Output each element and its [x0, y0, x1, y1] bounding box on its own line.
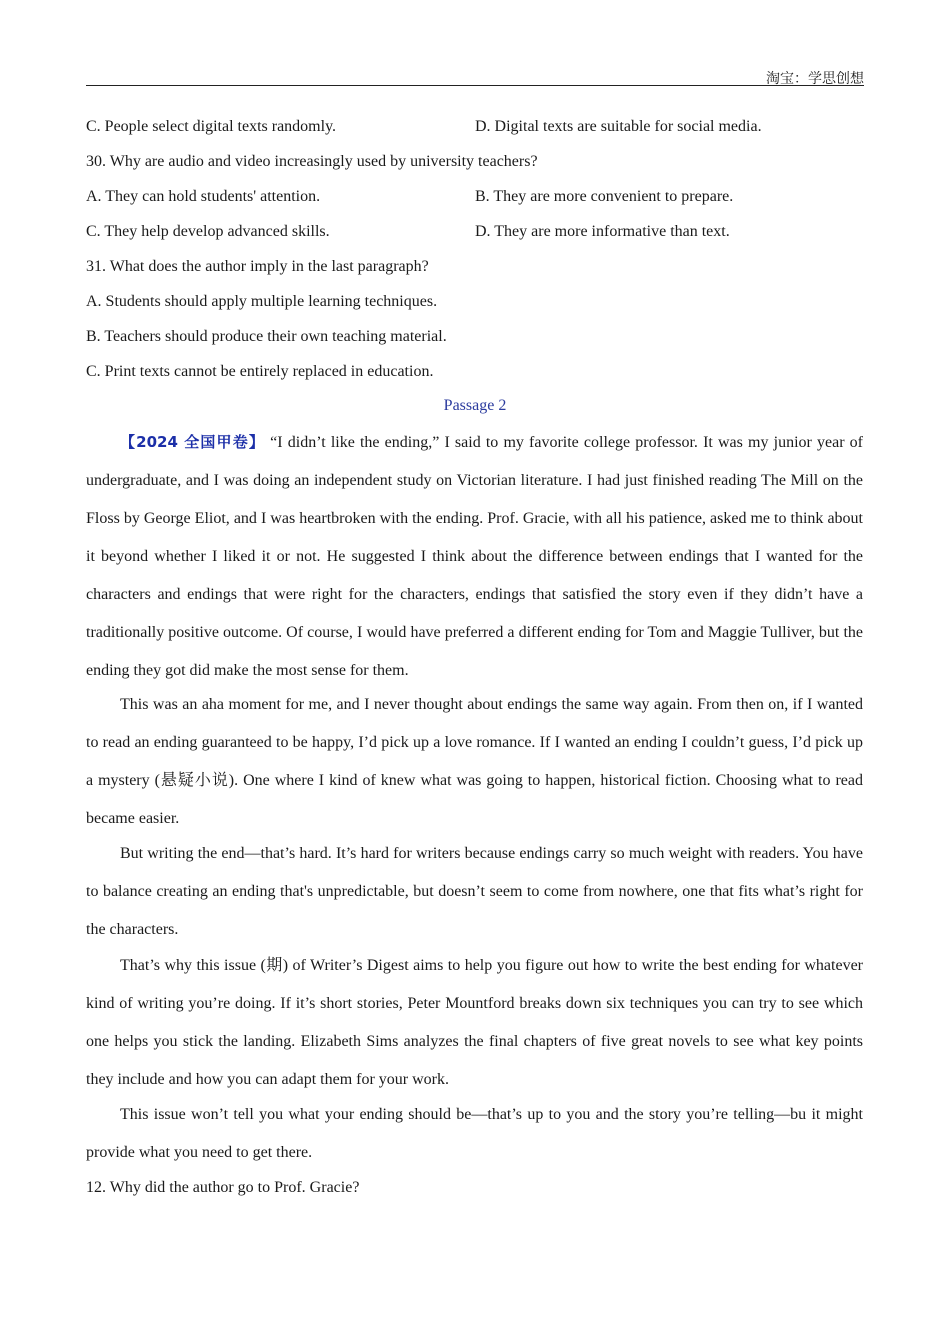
option-d-q29: D. Digital texts are suitable for social media. [475, 118, 762, 135]
passage-paragraph-1 [86, 423, 863, 690]
option-a-q30: A. They can hold students' attention. [86, 188, 321, 205]
option-c-q29: C. People select digital texts randomly. [86, 118, 337, 135]
exam-source-tag: 【2024 全国甲卷】 [120, 433, 266, 451]
question-12: 12. Why did the author go to Prof. Gracie? [86, 1179, 360, 1196]
option-d-q30: D. They are more informative than text. [475, 223, 730, 240]
page-header: 淘宝：学思创想 [766, 72, 864, 87]
passage-paragraph-5: This issue won’t tell you what your ending should be—that’s up to you and the story you’re telling—bu it might provide what you need to get there. [86, 1106, 863, 1161]
option-a-q31: A. Students should apply multiple learning techniques. [86, 293, 438, 310]
option-b-q30: B. They are more convenient to prepare. [475, 188, 734, 205]
paragraph-1-text: “I didn’t like the ending,” I said to my favorite college professor. It was my junior year of undergraduate, and I was doing an independent study on Victorian literature. I had just finished reading The Mill on the Floss by George Eliot, and I was heartbroken with the ending. Prof. Gracie, with all his patience, asked me to think about it beyond whether I liked it or not. He suggested I think about the difference between endings that I wanted for the characters and endings that were right for the characters, endings that satisfied the story even if they didn’t have a traditionally positive outcome. Of course, I would have preferred a different ending for Tom and Maggie Tulliver, but the ending they got did make the most sense for them. [86, 434, 863, 679]
passage-paragraph-4: That’s why this issue (期) of Writer’s Digest aims to help you figure out how to write the best ending for whatever kind of writing you’re doing. If it’s short stories, Peter Mountford breaks down six techniques you can try to see which one helps you stick the landing. Elizabeth Sims analyzes the final chapters of five great novels to see what key points they include and how you can adapt them for your work. [86, 957, 863, 1088]
option-b-q31: B. Teachers should produce their own teaching material. [86, 328, 447, 345]
option-c-q31: C. Print texts cannot be entirely replaced in education. [86, 363, 434, 380]
question-30: 30. Why are audio and video increasingly used by university teachers? [86, 153, 538, 170]
passage-title: Passage 2 [443, 397, 507, 414]
passage-paragraph-2: This was an aha moment for me, and I never thought about endings the same way again. From then on, if I wanted to read an ending guaranteed to be happy, I’d pick up a love romance. If I wanted an ending I couldn’t guess, I’d pick up a mystery (悬疑小说). One where I kind of knew what was going to happen, historical fiction. Choosing what to read became easier. [86, 696, 863, 827]
header-divider [86, 85, 864, 86]
passage-paragraph-3: But writing the end—that’s hard. It’s hard for writers because endings carry so much weight with readers. You have to balance creating an ending that's unpredictable, but doesn’t seem to come from nowhere, one that fits what’s right for the characters. [86, 845, 863, 938]
question-31: 31. What does the author imply in the last paragraph? [86, 258, 429, 275]
option-c-q30: C. They help develop advanced skills. [86, 223, 330, 240]
